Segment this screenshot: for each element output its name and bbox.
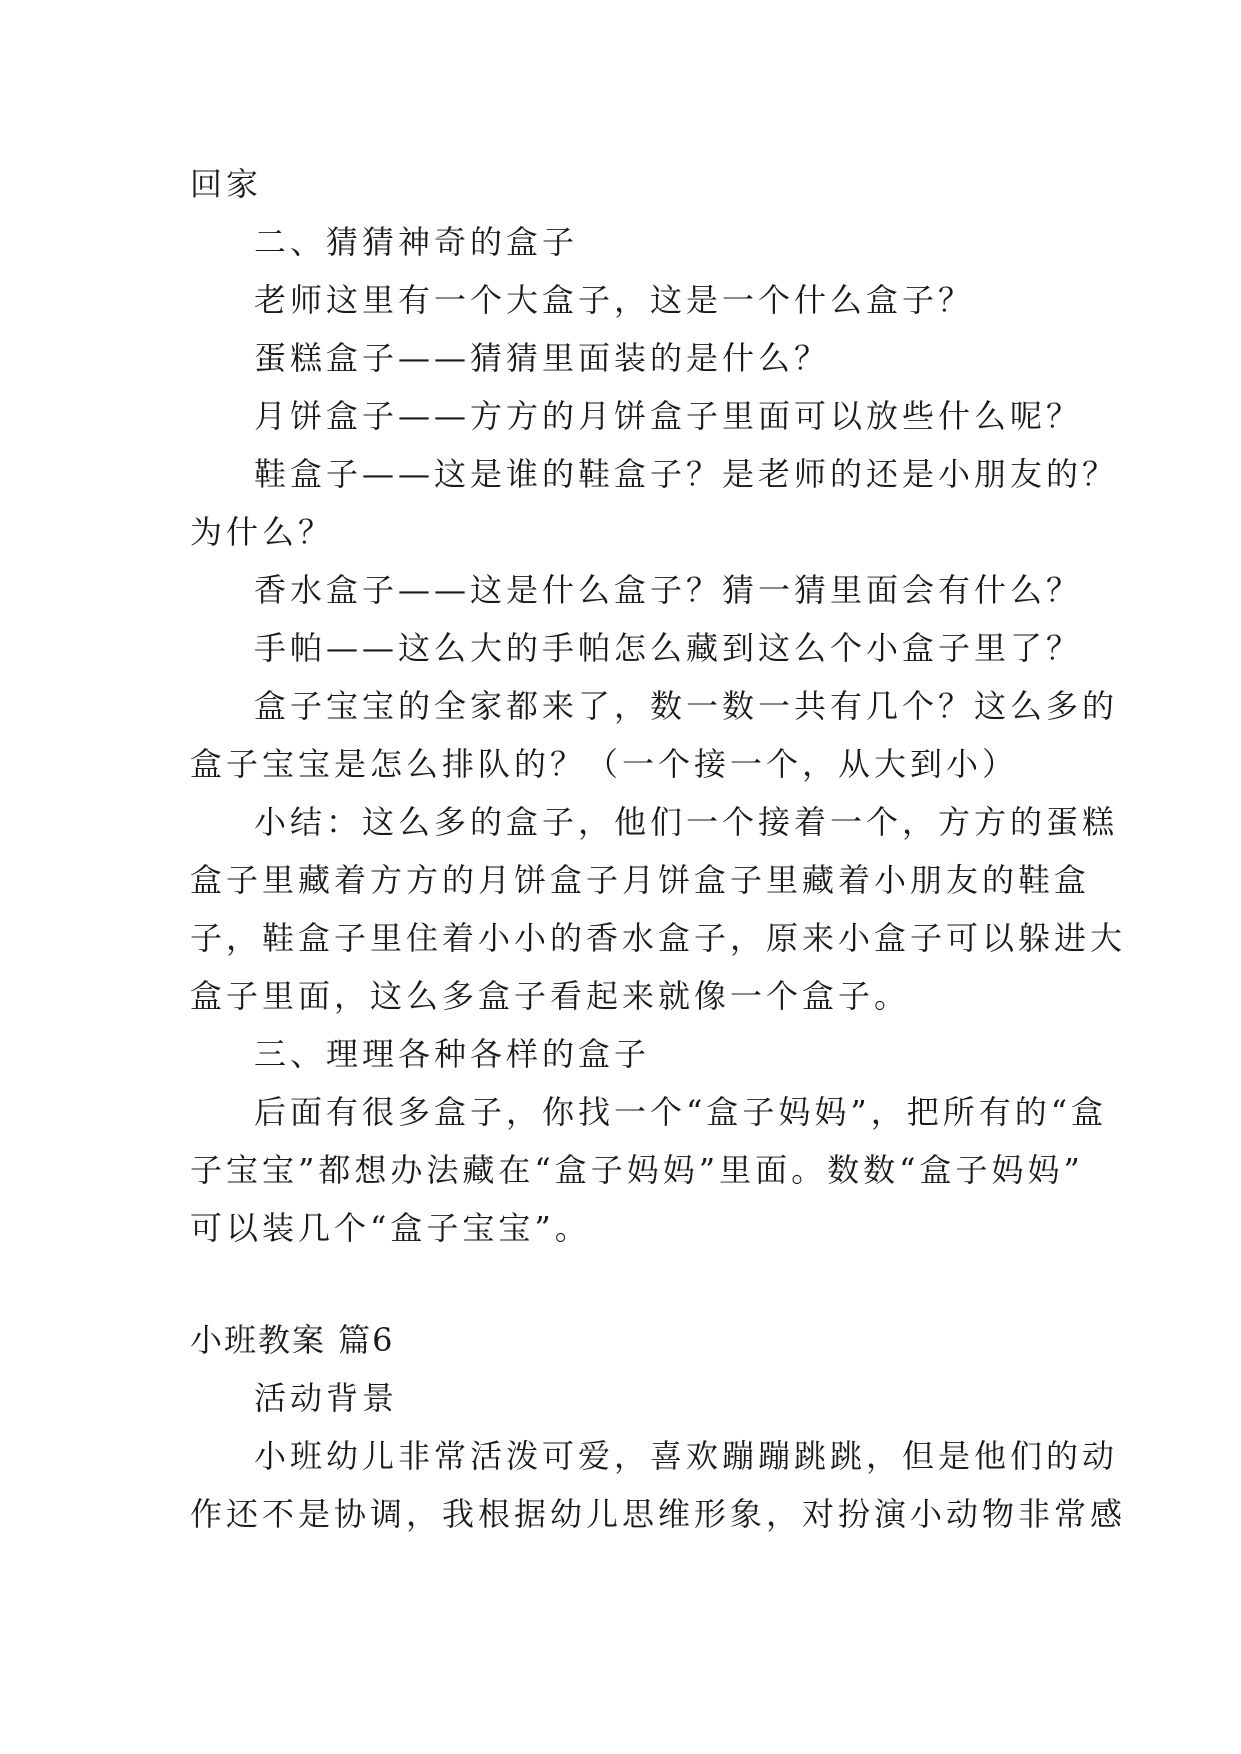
text-line: 手帕——这么大的手帕怎么藏到这么个小盒子里了？: [254, 629, 1083, 667]
section-heading: 活动背景: [254, 1379, 399, 1417]
text-line: 老师这里有一个大盒子，这是一个什么盒子？: [254, 281, 975, 319]
text-line: 月饼盒子——方方的月饼盒子里面可以放些什么呢？: [254, 397, 1083, 435]
text-line: 蛋糕盒子——猜猜里面装的是什么？: [254, 339, 831, 377]
text-line: 作还不是协调，我根据幼儿思维形象，对扮演小动物非常感: [190, 1495, 1127, 1533]
text-line: 小班幼儿非常活泼可爱，喜欢蹦蹦跳跳，但是他们的动: [254, 1437, 1119, 1475]
text-line: 盒子里藏着方方的月饼盒子月饼盒子里藏着小朋友的鞋盒: [190, 861, 1091, 899]
text-line: 后面有很多盒子，你找一个“盒子妈妈”，把所有的“盒: [254, 1093, 1108, 1131]
section-heading: 三、理理各种各样的盒子: [254, 1035, 651, 1073]
text-line: 小结：这么多的盒子，他们一个接着一个，方方的蛋糕: [254, 803, 1119, 841]
text-line: 为什么？: [190, 513, 335, 551]
text-line: 回家: [190, 165, 263, 203]
text-line: 盒子里面，这么多盒子看起来就像一个盒子。: [190, 977, 911, 1015]
text-line: 盒子宝宝的全家都来了，数一数一共有几个？这么多的: [254, 687, 1119, 725]
text-line: 子宝宝”都想办法藏在“盒子妈妈”里面。数数“盒子妈妈”: [190, 1151, 1084, 1189]
section-heading: 二、猜猜神奇的盒子: [254, 223, 579, 261]
text-line: 鞋盒子——这是谁的鞋盒子？是老师的还是小朋友的？: [254, 455, 1119, 493]
text-line: 可以装几个“盒子宝宝”。: [190, 1209, 591, 1247]
text-line: 香水盒子——这是什么盒子？猜一猜里面会有什么？: [254, 571, 1083, 609]
text-line: 盒子宝宝是怎么排队的？（一个接一个，从大到小）: [190, 745, 1019, 783]
chapter-title: 小班教案 篇6: [190, 1321, 395, 1359]
text-line: 子，鞋盒子里住着小小的香水盒子，原来小盒子可以躲进大: [190, 919, 1127, 957]
